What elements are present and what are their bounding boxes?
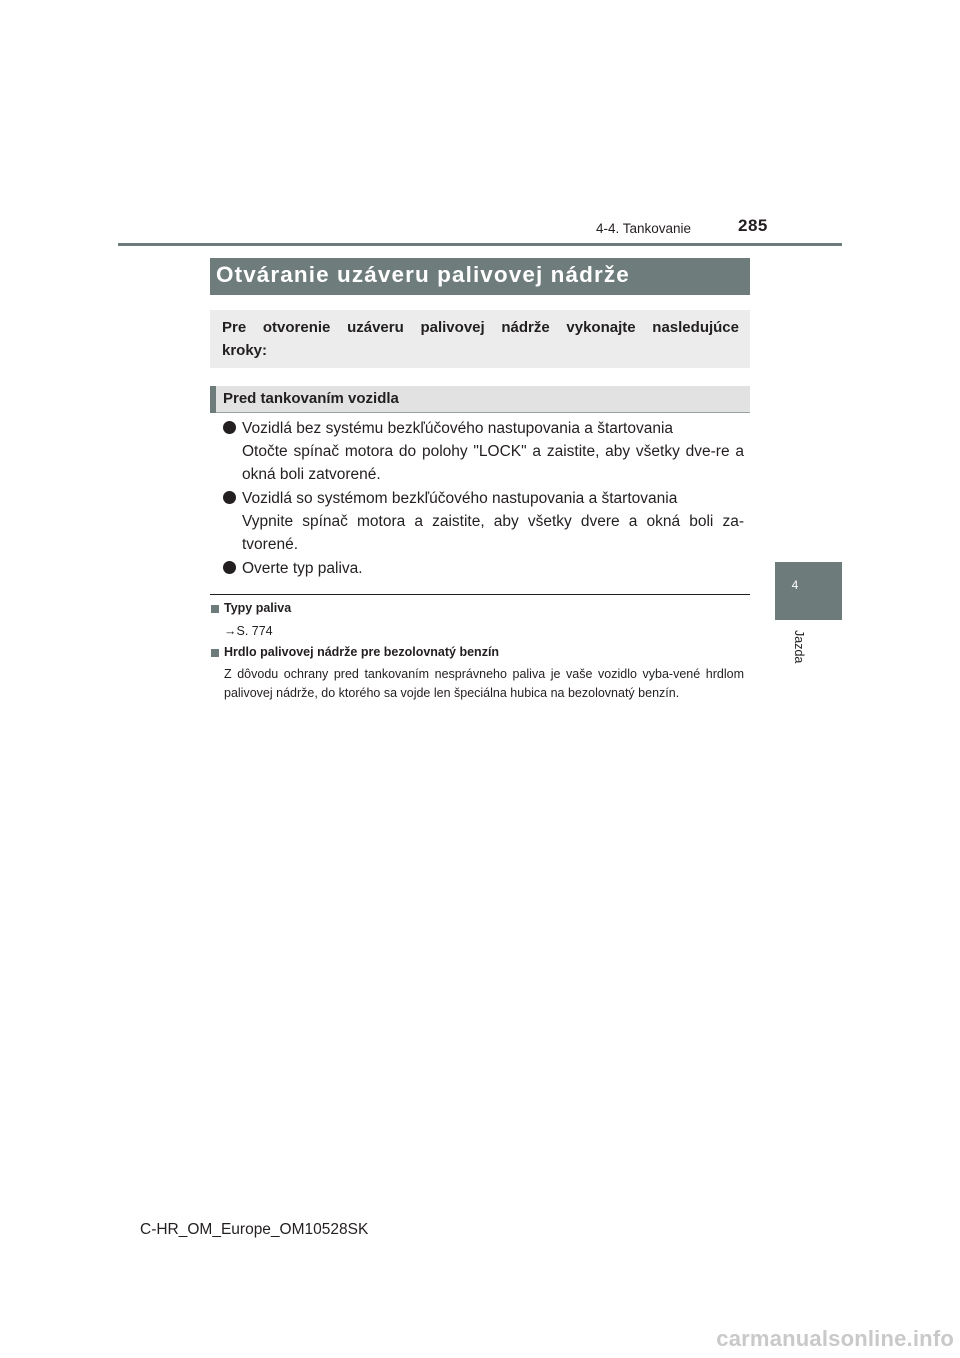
intro-text: Pre otvorenie uzáveru palivovej nádrže vykonajte nasledujúce kroky: (222, 319, 739, 359)
bullet-icon (223, 491, 236, 504)
page-title: Otváranie uzáveru palivovej nádrže (216, 262, 630, 287)
bullet-icon (223, 421, 236, 434)
chapter-number: 4 (791, 578, 799, 592)
footer-code: C-HR_OM_Europe_OM10528SK (140, 1221, 369, 1238)
square-bullet-icon (211, 649, 219, 657)
page-number: 285 (738, 216, 768, 235)
watermark: carmanualsonline.info (716, 1326, 954, 1351)
bullet-heading: Overte typ paliva. (242, 560, 363, 577)
note-heading: Typy paliva (224, 601, 292, 615)
bullet-heading: Vozidlá bez systému bezkľúčového nastupovania a štartovania (242, 420, 674, 437)
bullet-heading: Vozidlá so systémom bezkľúčového nastupovania a štartovania (242, 490, 678, 507)
arrow-right-icon: → (224, 624, 237, 638)
bullet-text: Otočte spínač motora do polohy "LOCK" a zaistite, aby všetky dve-re a okná boli zatvorené. (242, 443, 744, 483)
chapter-name: Jazda (792, 630, 806, 664)
note-heading: Hrdlo palivovej nádrže pre bezolovnatý benzín (224, 645, 500, 659)
subheading-text: Pred tankovaním vozidla (223, 390, 399, 407)
page-reference[interactable]: S. 774 (236, 624, 273, 638)
note-text: Z dôvodu ochrany pred tankovaním nesprávneho paliva je vaše vozidlo vyba-vené hrdlom palivovej nádrže, do ktorého sa vojde len špeciálna hubica na bezolovnatý benzín. (224, 667, 744, 700)
subheading-accent (210, 386, 216, 413)
bullet-icon (223, 561, 236, 574)
bullet-text: Vypnite spínač motora a zaistite, aby všetky dvere a okná boli za-tvorené. (242, 513, 744, 553)
section-label: 4-4. Tankovanie (596, 221, 692, 236)
square-bullet-icon (211, 605, 219, 613)
note-reference (224, 622, 273, 641)
notes-divider (210, 594, 750, 595)
header-rule (118, 243, 842, 246)
